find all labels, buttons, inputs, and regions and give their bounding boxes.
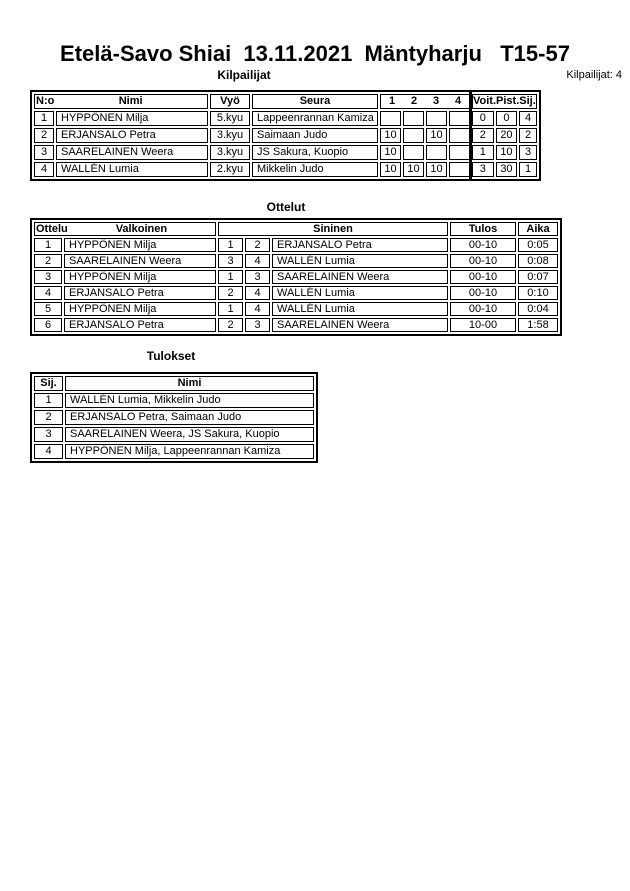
- result-name: ERJANSALO Petra, Saimaan Judo: [65, 410, 314, 425]
- white-number: 3: [218, 254, 243, 268]
- match-no: 4: [34, 286, 62, 300]
- matches-table: [30, 218, 562, 336]
- competitor-no: 3: [34, 145, 54, 160]
- blue-number: 2: [245, 238, 270, 252]
- match-no: 5: [34, 302, 62, 316]
- place-cell: 1: [519, 162, 537, 177]
- time-cell: 0:10: [518, 286, 558, 300]
- white-number: 2: [218, 286, 243, 300]
- points-cell: 10: [496, 145, 518, 160]
- section-title-matches: Ottelut: [266, 200, 306, 214]
- score-cell: [449, 111, 470, 126]
- results-table: [30, 372, 318, 463]
- white-number: 1: [218, 302, 243, 316]
- header-wins: Voit.: [473, 95, 497, 107]
- header-blue: Sininen: [218, 222, 448, 236]
- section-title-results: Tulokset: [146, 349, 196, 363]
- score-cell: [380, 111, 401, 126]
- table-row: [34, 162, 537, 177]
- header-stats: [472, 94, 537, 109]
- wins-cell: 0: [472, 111, 494, 126]
- table-row: [34, 427, 314, 442]
- score-cell: [426, 111, 447, 126]
- blue-number: 4: [245, 302, 270, 316]
- header-round-4: 4: [454, 95, 462, 107]
- matches-table-wrap: [30, 218, 562, 336]
- white-number: 1: [218, 238, 243, 252]
- white-player: HYPPÖNEN Milja: [64, 238, 216, 252]
- header-points: Pist.: [496, 95, 520, 107]
- competitor-name: HYPPÖNEN Milja: [56, 111, 208, 126]
- table-row: [34, 238, 558, 252]
- blue-number: 4: [245, 254, 270, 268]
- header-place: Sij.: [519, 95, 536, 107]
- header-no-name: [34, 94, 208, 109]
- score-cell: 10: [426, 128, 447, 143]
- thick-column-separator: [469, 90, 472, 181]
- wins-cell: 2: [472, 128, 494, 143]
- match-no: 3: [34, 270, 62, 284]
- table-row: [34, 318, 558, 332]
- score-cell: [403, 111, 424, 126]
- table-row: [34, 444, 314, 459]
- result-name: HYPPÖNEN Milja, Lappeenrannan Kamiza: [65, 444, 314, 459]
- place-cell: 3: [519, 145, 537, 160]
- table-row: [34, 410, 314, 425]
- blue-player: WALLÉN Lumia: [272, 286, 448, 300]
- header-match-white: [34, 222, 216, 236]
- header-club: Seura: [252, 94, 378, 109]
- result-cell: 00-10: [450, 286, 516, 300]
- time-cell: 1:58: [518, 318, 558, 332]
- result-name: SAARELAINEN Weera, JS Sakura, Kuopio: [65, 427, 314, 442]
- score-cell: [403, 128, 424, 143]
- competitor-no: 4: [34, 162, 54, 177]
- score-cell: 10: [380, 128, 401, 143]
- white-player: ERJANSALO Petra: [64, 286, 216, 300]
- page-title: Etelä-Savo Shiai 13.11.2021 Mäntyharju T15-57: [60, 41, 570, 66]
- header-round-3: 3: [432, 95, 440, 107]
- match-no: 2: [34, 254, 62, 268]
- points-cell: 0: [496, 111, 518, 126]
- header-time: Aika: [518, 222, 558, 236]
- competitor-belt: 5.kyu: [210, 111, 250, 126]
- wins-cell: 3: [472, 162, 494, 177]
- score-cell: 10: [426, 162, 447, 177]
- wins-cell: 1: [472, 145, 494, 160]
- score-cell: [426, 145, 447, 160]
- result-cell: 10-00: [450, 318, 516, 332]
- results-header-row: [34, 376, 314, 391]
- table-row: [34, 254, 558, 268]
- result-cell: 00-10: [450, 254, 516, 268]
- result-place: 1: [34, 393, 63, 408]
- white-player: SAARELAINEN Weera: [64, 254, 216, 268]
- header-no: N:o: [36, 95, 55, 107]
- time-cell: 0:04: [518, 302, 558, 316]
- blue-player: ERJANSALO Petra: [272, 238, 448, 252]
- place-cell: 2: [519, 128, 537, 143]
- table-row: [34, 145, 537, 160]
- table-row: [34, 128, 537, 143]
- time-cell: 0:05: [518, 238, 558, 252]
- header-name: Nimi: [118, 95, 143, 107]
- matches-header-row: [34, 222, 558, 236]
- score-cell: 10: [380, 145, 401, 160]
- table-row: [34, 286, 558, 300]
- time-cell: 0:07: [518, 270, 558, 284]
- header-white: Valkoinen: [115, 223, 168, 235]
- blue-number: 3: [245, 318, 270, 332]
- results-table-wrap: [30, 372, 318, 463]
- header-place: Sij.: [34, 376, 63, 391]
- result-place: 2: [34, 410, 63, 425]
- competitor-club: Mikkelin Judo: [252, 162, 378, 177]
- result-place: 3: [34, 427, 63, 442]
- competitor-belt: 3.kyu: [210, 128, 250, 143]
- competitor-name: ERJANSALO Petra: [56, 128, 208, 143]
- blue-player: SAARELAINEN Weera: [272, 270, 448, 284]
- score-cell: 10: [380, 162, 401, 177]
- score-cell: [403, 145, 424, 160]
- place-cell: 4: [519, 111, 537, 126]
- white-player: HYPPÖNEN Milja: [64, 302, 216, 316]
- competitor-no: 2: [34, 128, 54, 143]
- header-name: Nimi: [65, 376, 314, 391]
- competitor-name: WALLÉN Lumia: [56, 162, 208, 177]
- section-title-competitors: Kilpailijat: [217, 68, 271, 82]
- table-row: [34, 270, 558, 284]
- result-name: WALLÉN Lumia, Mikkelin Judo: [65, 393, 314, 408]
- competitor-club: Lappeenrannan Kamiza: [252, 111, 378, 126]
- points-cell: 20: [496, 128, 518, 143]
- score-cell: 10: [403, 162, 424, 177]
- blue-player: WALLÉN Lumia: [272, 302, 448, 316]
- blue-number: 4: [245, 286, 270, 300]
- blue-player: SAARELAINEN Weera: [272, 318, 448, 332]
- competitor-no: 1: [34, 111, 54, 126]
- score-cell: [449, 145, 470, 160]
- white-player: HYPPÖNEN Milja: [64, 270, 216, 284]
- competitors-header-row: [34, 94, 537, 109]
- competitor-belt: 2.kyu: [210, 162, 250, 177]
- blue-number: 3: [245, 270, 270, 284]
- result-cell: 00-10: [450, 302, 516, 316]
- result-cell: 00-10: [450, 238, 516, 252]
- match-no: 1: [34, 238, 62, 252]
- competitors-count: Kilpailijat: 4: [566, 69, 622, 81]
- competitor-name: SAARELAINEN Weera: [56, 145, 208, 160]
- result-cell: 00-10: [450, 270, 516, 284]
- table-row: [34, 111, 537, 126]
- white-player: ERJANSALO Petra: [64, 318, 216, 332]
- competitors-table: [30, 90, 541, 181]
- header-result: Tulos: [450, 222, 516, 236]
- table-row: [34, 393, 314, 408]
- points-cell: 30: [496, 162, 518, 177]
- competitor-club: Saimaan Judo: [252, 128, 378, 143]
- white-number: 2: [218, 318, 243, 332]
- white-number: 1: [218, 270, 243, 284]
- header-round-1: 1: [388, 95, 396, 107]
- blue-player: WALLÉN Lumia: [272, 254, 448, 268]
- score-cell: [449, 128, 470, 143]
- time-cell: 0:08: [518, 254, 558, 268]
- score-cell: [449, 162, 470, 177]
- competitor-club: JS Sakura, Kuopio: [252, 145, 378, 160]
- header-belt: Vyö: [210, 94, 250, 109]
- table-row: [34, 302, 558, 316]
- competitors-table-wrap: [30, 90, 541, 181]
- header-match: Ottelu: [36, 223, 68, 235]
- competitor-belt: 3.kyu: [210, 145, 250, 160]
- result-place: 4: [34, 444, 63, 459]
- header-rounds: [380, 94, 470, 109]
- header-round-2: 2: [410, 95, 418, 107]
- match-no: 6: [34, 318, 62, 332]
